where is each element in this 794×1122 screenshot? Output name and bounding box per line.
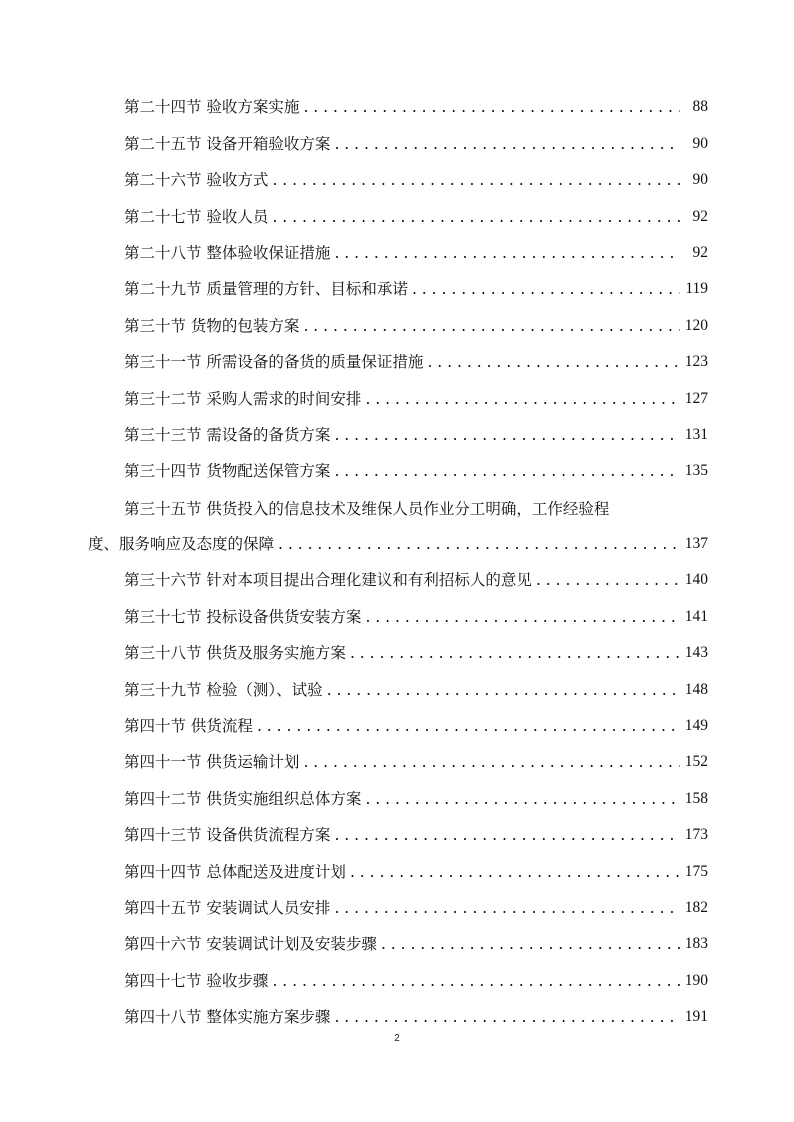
toc-entry[interactable]: [88, 701, 708, 737]
table-of-contents: [88, 82, 708, 1028]
toc-entry-title: 第三十九节 检验（测）、试验: [124, 680, 323, 699]
toc-dot-leader: [365, 388, 680, 410]
toc-entry[interactable]: [88, 155, 708, 191]
toc-dot-leader: [381, 933, 680, 955]
toc-entry-page: 175: [684, 862, 708, 880]
toc-entry-title: 第四十八节 整体实施方案步骤: [124, 1008, 331, 1027]
toc-entry[interactable]: [88, 628, 708, 664]
toc-dot-leader: [334, 424, 680, 446]
toc-dot-leader: [303, 96, 680, 118]
toc-entry-page: 90: [692, 134, 708, 152]
toc-entry[interactable]: [88, 82, 708, 118]
toc-entry-page: 158: [684, 789, 708, 807]
toc-entry-page: 127: [684, 389, 708, 407]
toc-entry-page: 131: [684, 425, 708, 443]
toc-entry-title: 第四十七节 验收步骤: [124, 971, 269, 990]
toc-dot-leader: [365, 606, 680, 628]
toc-entry[interactable]: [88, 555, 708, 591]
toc-entry-title: 第三十一节 所需设备的备货的质量保证措施: [124, 353, 424, 372]
toc-dot-leader: [334, 133, 680, 155]
toc-entry[interactable]: [88, 191, 708, 227]
toc-entry-page: 141: [684, 607, 708, 625]
toc-entry-page: 90: [692, 171, 708, 189]
toc-entry-page: 123: [684, 353, 708, 371]
toc-entry-title: 第二十九节 质量管理的方针、目标和承诺: [124, 280, 408, 299]
toc-dot-leader: [334, 1006, 680, 1028]
toc-entry-title: 第二十六节 验收方式: [124, 171, 269, 190]
toc-entry-page: 137: [684, 535, 708, 553]
toc-entry[interactable]: [88, 919, 708, 955]
toc-dot-leader: [334, 824, 680, 846]
toc-entry-title: 第二十四节 验收方案实施: [124, 98, 300, 117]
toc-entry-page: 92: [692, 207, 708, 225]
toc-entry-page: 92: [692, 243, 708, 261]
toc-entry-title: 第四十一节 供货运输计划: [124, 753, 300, 772]
toc-entry-title-line1: 第三十五节 供货投入的信息技术及维保人员作业分工明确，工作经验程: [124, 499, 610, 518]
toc-dot-leader: [303, 751, 680, 773]
toc-entry-title: 第二十五节 设备开箱验收方案: [124, 134, 331, 153]
toc-entry-page: 173: [684, 826, 708, 844]
toc-entry-title: 第二十七节 验收人员: [124, 207, 269, 226]
toc-entry[interactable]: [88, 591, 708, 627]
toc-dot-leader: [350, 642, 680, 664]
toc-entry[interactable]: [88, 992, 708, 1028]
toc-dot-leader: [334, 897, 680, 919]
toc-entry-page: 119: [685, 280, 708, 298]
toc-dot-leader: [334, 242, 680, 264]
page-number: 2: [394, 1033, 400, 1044]
toc-entry-title: 第三十四节 货物配送保管方案: [124, 462, 331, 481]
toc-entry-title: 第二十八节 整体验收保证措施: [124, 243, 331, 262]
toc-entry-title: 第三十六节 针对本项目提出合理化建议和有利招标人的意见: [124, 571, 532, 590]
toc-entry-title: 第四十节 供货流程: [124, 717, 253, 736]
toc-dot-leader: [365, 788, 680, 810]
toc-entry-multiline[interactable]: [88, 482, 708, 555]
toc-entry[interactable]: [88, 883, 708, 919]
toc-dot-leader: [350, 861, 680, 883]
toc-entry-page: 120: [684, 316, 708, 334]
toc-entry-title-line2: 度、服务响应及态度的保障: [88, 535, 275, 554]
toc-entry[interactable]: [88, 228, 708, 264]
toc-entry-page: 149: [684, 717, 708, 735]
toc-dot-leader: [257, 715, 680, 737]
toc-dot-leader: [412, 278, 680, 300]
toc-entry[interactable]: [88, 664, 708, 700]
toc-dot-leader: [427, 351, 680, 373]
toc-entry[interactable]: [88, 737, 708, 773]
toc-entry-title: 第三十七节 投标设备供货安装方案: [124, 607, 362, 626]
toc-entry[interactable]: [88, 337, 708, 373]
toc-entry-page: 190: [684, 971, 708, 989]
toc-entry-title: 第四十二节 供货实施组织总体方案: [124, 789, 362, 808]
toc-entry-page: 152: [684, 753, 708, 771]
toc-dot-leader: [327, 679, 680, 701]
toc-entry[interactable]: [88, 846, 708, 882]
toc-entry-title: 第四十六节 安装调试计划及安装步骤: [124, 935, 377, 954]
toc-entry-page: 148: [684, 680, 708, 698]
toc-entry[interactable]: [88, 410, 708, 446]
toc-dot-leader: [272, 206, 680, 228]
toc-entry-title: 第四十四节 总体配送及进度计划: [124, 862, 346, 881]
toc-entry-title: 第三十八节 供货及服务实施方案: [124, 644, 346, 663]
toc-dot-leader: [272, 970, 680, 992]
toc-entry-title: 第四十三节 设备供货流程方案: [124, 826, 331, 845]
toc-entry-page: 191: [684, 1008, 708, 1026]
toc-entry[interactable]: [88, 264, 708, 300]
toc-entry-page: 88: [692, 98, 708, 116]
toc-entry[interactable]: [88, 810, 708, 846]
toc-entry-page: 140: [684, 571, 708, 589]
toc-entry-title: 第三十三节 需设备的备货方案: [124, 425, 331, 444]
toc-entry-page: 183: [684, 935, 708, 953]
toc-dot-leader: [303, 315, 680, 337]
toc-entry-title: 第四十五节 安装调试人员安排: [124, 898, 331, 917]
toc-entry-title: 第三十节 货物的包装方案: [124, 316, 300, 335]
toc-entry[interactable]: [88, 773, 708, 809]
toc-entry[interactable]: [88, 300, 708, 336]
toc-entry-page: 143: [684, 644, 708, 662]
toc-entry[interactable]: [88, 955, 708, 991]
toc-entry-page: 135: [684, 462, 708, 480]
toc-dot-leader: [278, 533, 680, 555]
toc-entry-page: 182: [684, 898, 708, 916]
toc-dot-leader: [536, 569, 680, 591]
toc-entry[interactable]: [88, 446, 708, 482]
toc-dot-leader: [334, 460, 680, 482]
toc-dot-leader: [272, 169, 680, 191]
toc-entry-title: 第三十二节 采购人需求的时间安排: [124, 389, 362, 408]
toc-entry[interactable]: [88, 118, 708, 154]
toc-entry[interactable]: [88, 373, 708, 409]
